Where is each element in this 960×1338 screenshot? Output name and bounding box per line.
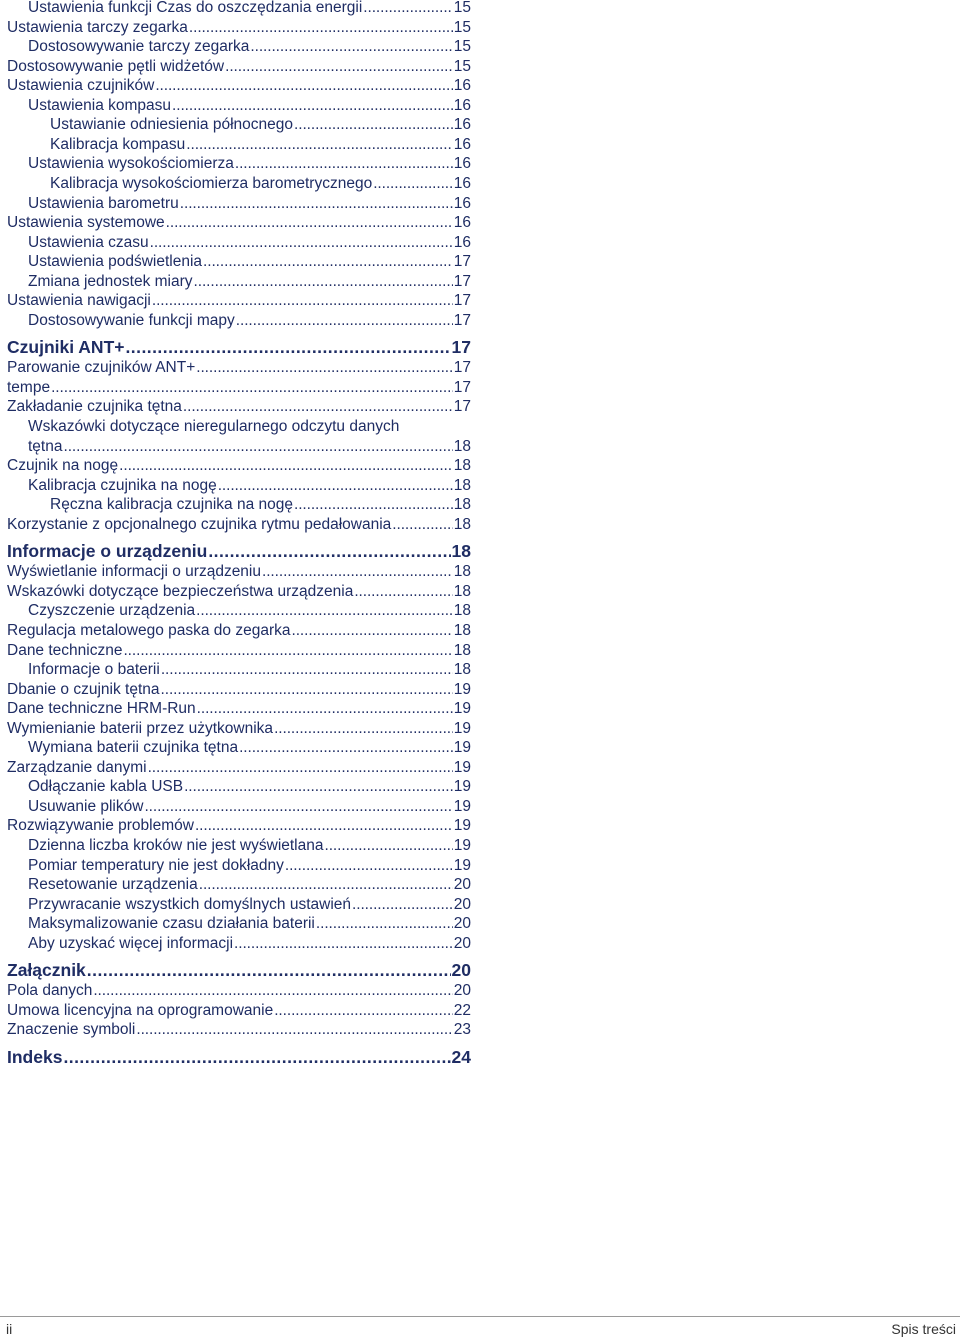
toc-page-number: 18 — [453, 621, 471, 639]
toc-entry-title: Czujniki ANT+ — [7, 337, 125, 358]
toc-entry[interactable] — [7, 816, 471, 835]
toc-entry[interactable] — [7, 272, 471, 291]
toc-page-number: 18 — [453, 457, 471, 475]
toc-entry-title: Znaczenie symboli — [7, 1021, 136, 1039]
toc-dot-leader — [373, 174, 453, 193]
toc-dot-leader — [225, 57, 453, 76]
toc-page-number: 19 — [453, 739, 471, 757]
toc-entry[interactable] — [7, 621, 471, 640]
toc-page-number: 17 — [453, 311, 471, 329]
toc-chapter-entry[interactable] — [7, 336, 471, 358]
toc-entry-title: Aby uzyskać więcej informacji — [28, 934, 234, 952]
toc-entry[interactable] — [7, 135, 471, 154]
toc-page-number: 18 — [451, 541, 471, 562]
toc-entry-title: Ustawienia wysokościomierza — [28, 155, 234, 173]
toc-page-number: 16 — [453, 214, 471, 232]
toc-entry[interactable] — [7, 115, 471, 134]
toc-dot-leader — [161, 660, 453, 679]
toc-entry[interactable] — [7, 914, 471, 933]
toc-entry[interactable] — [7, 358, 471, 377]
toc-page-number: 16 — [453, 194, 471, 212]
toc-entry[interactable] — [7, 437, 471, 456]
toc-dot-leader — [294, 115, 453, 134]
toc-entry-title: Ręczna kalibracja czujnika na nogę — [50, 496, 293, 514]
toc-dot-leader — [262, 562, 453, 581]
toc-entry-title: Kalibracja czujnika na nogę — [28, 476, 217, 494]
toc-dot-leader — [285, 856, 453, 875]
toc-dot-leader — [291, 621, 452, 640]
toc-page-number: 17 — [453, 359, 471, 377]
toc-dot-leader — [155, 76, 452, 95]
footer-page-number: ii — [6, 1321, 13, 1337]
toc-entry-title: Załącznik — [7, 960, 86, 981]
toc-entry[interactable] — [7, 515, 471, 534]
toc-entry-title: Ustawienia tarczy zegarka — [7, 18, 188, 36]
toc-entry[interactable] — [7, 57, 471, 76]
toc-page-number: 19 — [453, 719, 471, 737]
toc-page-number: 16 — [453, 174, 471, 192]
toc-dot-leader — [234, 934, 453, 953]
toc-page-number: 20 — [453, 876, 471, 894]
toc-page-number: 15 — [453, 38, 471, 56]
toc-entry-title: Wymienianie baterii przez użytkownika — [7, 719, 274, 737]
toc-dot-leader — [294, 495, 453, 514]
toc-dot-leader — [325, 836, 453, 855]
toc-page-number: 16 — [453, 77, 471, 95]
toc-dot-leader — [63, 437, 452, 456]
toc-entry-title: Zakładanie czujnika tętna — [7, 398, 182, 416]
toc-page-number: 19 — [453, 817, 471, 835]
toc-dot-leader — [180, 194, 453, 213]
toc-dot-leader — [199, 875, 453, 894]
toc-dot-leader — [166, 213, 453, 232]
toc-entry-title: Umowa licencyjna na oprogramowanie — [7, 1001, 274, 1019]
toc-entry[interactable] — [7, 397, 471, 416]
toc-entry[interactable] — [7, 641, 471, 660]
toc-dot-leader — [51, 378, 453, 397]
toc-dot-leader — [392, 515, 452, 534]
toc-entry-title: Dzienna liczba kroków nie jest wyświetlana — [28, 837, 324, 854]
toc-entry[interactable] — [7, 680, 471, 699]
toc-entry[interactable] — [7, 777, 471, 796]
toc-entry-title: Ustawienia kompasu — [28, 96, 172, 114]
toc-page-number: 18 — [453, 563, 471, 581]
toc-entry[interactable] — [7, 1020, 471, 1039]
toc-entry[interactable] — [7, 1001, 471, 1020]
toc-page-number: 19 — [453, 797, 471, 815]
toc-entry[interactable] — [7, 660, 471, 679]
toc-entry[interactable] — [7, 981, 471, 1000]
toc-page-number: 17 — [453, 292, 471, 310]
toc-entry-title: Pomiar temperatury nie jest dokładny — [28, 856, 284, 874]
toc-entry-title-line[interactable]: Wskazówki dotyczące nieregularnego odczytu danych — [28, 418, 400, 435]
toc-dot-leader — [203, 252, 453, 271]
toc-dot-leader — [144, 797, 452, 816]
toc-entry[interactable] — [7, 758, 471, 777]
toc-page-number: 19 — [453, 680, 471, 698]
toc-page-number: 18 — [453, 602, 471, 620]
toc-entry-title: Usuwanie plików — [28, 797, 144, 815]
toc-entry[interactable] — [7, 213, 471, 232]
toc-dot-leader — [194, 272, 453, 291]
toc-page-number: 17 — [451, 337, 471, 358]
toc-dot-leader — [354, 582, 452, 601]
toc-entry-title: Dostosowywanie pętli widżetów — [7, 57, 225, 75]
toc-dot-leader — [125, 336, 450, 358]
toc-page-number: 16 — [453, 233, 471, 251]
toc-page-number: 19 — [453, 778, 471, 796]
toc-entry[interactable] — [7, 18, 471, 37]
toc-entry-title: Ustawienia nawigacji — [7, 292, 151, 310]
toc-entry[interactable] — [7, 154, 471, 173]
toc-dot-leader — [236, 311, 453, 330]
toc-entry-title: Kalibracja wysokościomierza barometrycznego — [50, 174, 373, 192]
toc-dot-leader — [235, 154, 453, 173]
toc-entry-title: Ustawienia czasu — [28, 233, 149, 251]
toc-dot-leader — [63, 1046, 450, 1068]
toc-dot-leader — [119, 456, 453, 475]
toc-page-number: 18 — [453, 496, 471, 514]
toc-entry[interactable] — [7, 875, 471, 894]
toc-entry[interactable] — [7, 233, 471, 252]
toc-page-number: 18 — [453, 641, 471, 659]
toc-chapter-entry[interactable] — [7, 540, 471, 562]
toc-entry[interactable] — [7, 934, 471, 953]
toc-dot-leader — [274, 719, 453, 738]
toc-entry[interactable] — [7, 291, 471, 310]
toc-entry-title: Ustawienia podświetlenia — [28, 253, 203, 271]
toc-entry-title: Zmiana jednostek miary — [28, 272, 193, 290]
toc-entry-title: Przywracanie wszystkich domyślnych ustawień — [28, 895, 352, 913]
toc-entry-title: Ustawienia funkcji Czas do oszczędzania energii — [28, 0, 363, 16]
toc-page-number: 15 — [453, 18, 471, 36]
toc-entry-title: tempe — [7, 378, 51, 396]
toc-page-number: 17 — [453, 272, 471, 290]
toc-page-number: 20 — [453, 915, 471, 933]
toc-entry[interactable] — [7, 719, 471, 738]
toc-entry[interactable] — [7, 96, 471, 115]
toc-dot-leader — [152, 291, 453, 310]
toc-entry[interactable] — [7, 378, 471, 397]
toc-dot-leader — [87, 959, 451, 981]
toc-dot-leader — [186, 135, 452, 154]
toc-page-number: 16 — [453, 155, 471, 173]
toc-entry-title: Odłączanie kabla USB — [28, 778, 184, 796]
toc-entry[interactable] — [7, 37, 471, 56]
toc-entry[interactable] — [7, 562, 471, 581]
toc-page-number: 24 — [451, 1046, 471, 1067]
toc-entry[interactable] — [7, 311, 471, 330]
toc-entry-title: Korzystanie z opcjonalnego czujnika rytmu pedałowania — [7, 515, 392, 533]
toc-entry[interactable] — [7, 895, 471, 914]
toc-entry-title: Wyświetlanie informacji o urządzeniu — [7, 563, 261, 581]
toc-entry-title: Dane techniczne — [7, 641, 123, 659]
toc-entry[interactable] — [7, 836, 471, 855]
toc-page-number: 16 — [453, 116, 471, 134]
footer-divider — [0, 1316, 960, 1317]
toc-entry-title: Czujnik na nogę — [7, 457, 119, 475]
toc-entry-title: Dostosowywanie funkcji mapy — [28, 311, 235, 329]
toc-page-number: 17 — [453, 398, 471, 416]
toc-entry-title: Ustawienia barometru — [28, 194, 179, 212]
toc-entry-title: Informacje o baterii — [28, 661, 160, 679]
toc-entry-title: Dbanie o czujnik tętna — [7, 680, 160, 698]
toc-dot-leader — [189, 18, 453, 37]
toc-dot-leader — [184, 777, 453, 796]
footer-section-title: Spis treści — [891, 1321, 956, 1337]
toc-entry[interactable] — [7, 699, 471, 718]
toc-page-number: 16 — [453, 135, 471, 153]
toc-page-number: 18 — [453, 661, 471, 679]
toc-dot-leader — [150, 233, 453, 252]
toc-page-number: 18 — [453, 582, 471, 600]
toc-entry-title: Zarządzanie danymi — [7, 758, 147, 776]
toc-dot-leader — [363, 0, 452, 17]
toc-page-number: 23 — [453, 1021, 471, 1039]
toc-dot-leader — [195, 816, 453, 835]
toc-entry-title: Ustawienia systemowe — [7, 214, 165, 232]
toc-dot-leader — [352, 895, 453, 914]
toc-dot-leader — [123, 641, 452, 660]
toc-dot-leader — [196, 601, 453, 620]
toc-entry-title: Czyszczenie urządzenia — [28, 602, 196, 620]
toc-entry-title: Pola danych — [7, 982, 93, 1000]
toc-entry[interactable] — [7, 601, 471, 620]
toc-entry-title: Resetowanie urządzenia — [28, 876, 198, 894]
toc-dot-leader — [197, 699, 453, 718]
toc-page-number: 20 — [453, 895, 471, 913]
toc-chapter-entry[interactable] — [7, 959, 471, 981]
toc-dot-leader — [161, 680, 453, 699]
toc-page-number: 16 — [453, 96, 471, 114]
toc-entry[interactable] — [7, 738, 471, 757]
toc-page-number: 20 — [453, 934, 471, 952]
toc-entry-title: Informacje o urządzeniu — [7, 541, 208, 562]
toc-entry-title: Maksymalizowanie czasu działania baterii — [28, 915, 315, 933]
toc-page-number: 18 — [453, 515, 471, 533]
toc-entry-title: Regulacja metalowego paska do zegarka — [7, 621, 291, 639]
toc-dot-leader — [136, 1020, 452, 1039]
toc-entry[interactable] — [7, 174, 471, 193]
toc-dot-leader — [172, 96, 453, 115]
toc-entry-title: Dane techniczne HRM-Run — [7, 700, 196, 718]
toc-page-number: 18 — [453, 437, 471, 455]
toc-dot-leader — [196, 358, 453, 377]
toc-entry[interactable] — [7, 194, 471, 213]
toc-dot-leader — [208, 540, 450, 562]
toc-page-number: 20 — [451, 960, 471, 981]
toc-dot-leader — [239, 738, 453, 757]
toc-entry[interactable] — [7, 76, 471, 95]
toc-entry-title: Ustawienia czujników — [7, 77, 155, 95]
toc-entry-title: Ustawianie odniesienia północnego — [50, 116, 294, 134]
toc-page-number: 20 — [453, 982, 471, 1000]
toc-dot-leader — [218, 476, 453, 495]
toc-entry[interactable] — [7, 495, 471, 514]
toc-entry[interactable] — [7, 582, 471, 601]
toc-page-number: 15 — [453, 0, 471, 16]
toc-dot-leader — [316, 914, 453, 933]
toc-page-number: 17 — [453, 253, 471, 271]
toc-dot-leader — [250, 37, 452, 56]
toc-entry-title: Indeks — [7, 1046, 63, 1067]
toc-entry[interactable] — [7, 456, 471, 475]
toc-entry-title: Kalibracja kompasu — [50, 135, 186, 153]
toc-dot-leader — [183, 397, 453, 416]
toc-page-number: 22 — [453, 1001, 471, 1019]
toc-page-number: 19 — [453, 837, 471, 854]
toc-entry-title: Wskazówki dotyczące bezpieczeństwa urządzenia — [7, 582, 354, 600]
toc-dot-leader — [148, 758, 453, 777]
toc-page-number: 17 — [453, 378, 471, 396]
toc-entry-title: tętna — [28, 437, 63, 455]
toc-chapter-entry[interactable] — [7, 1046, 471, 1068]
toc-page-number: 19 — [453, 856, 471, 874]
toc-entry-title: Dostosowywanie tarczy zegarka — [28, 38, 250, 56]
toc-entry-title: Parowanie czujników ANT+ — [7, 359, 196, 377]
toc-entry[interactable] — [7, 476, 471, 495]
toc-page-number: 19 — [453, 758, 471, 776]
toc-entry-title: Rozwiązywanie problemów — [7, 817, 194, 835]
toc-page-number: 18 — [453, 476, 471, 494]
toc-page-number: 15 — [453, 57, 471, 75]
toc-entry-title: Wymiana baterii czujnika tętna — [28, 739, 239, 757]
toc-entry[interactable] — [7, 797, 471, 816]
toc-entry[interactable] — [7, 856, 471, 875]
toc-page-number: 19 — [453, 700, 471, 718]
toc-entry[interactable] — [7, 252, 471, 271]
toc-dot-leader — [93, 981, 452, 1000]
toc-entry[interactable] — [7, 0, 471, 17]
toc-dot-leader — [274, 1001, 453, 1020]
